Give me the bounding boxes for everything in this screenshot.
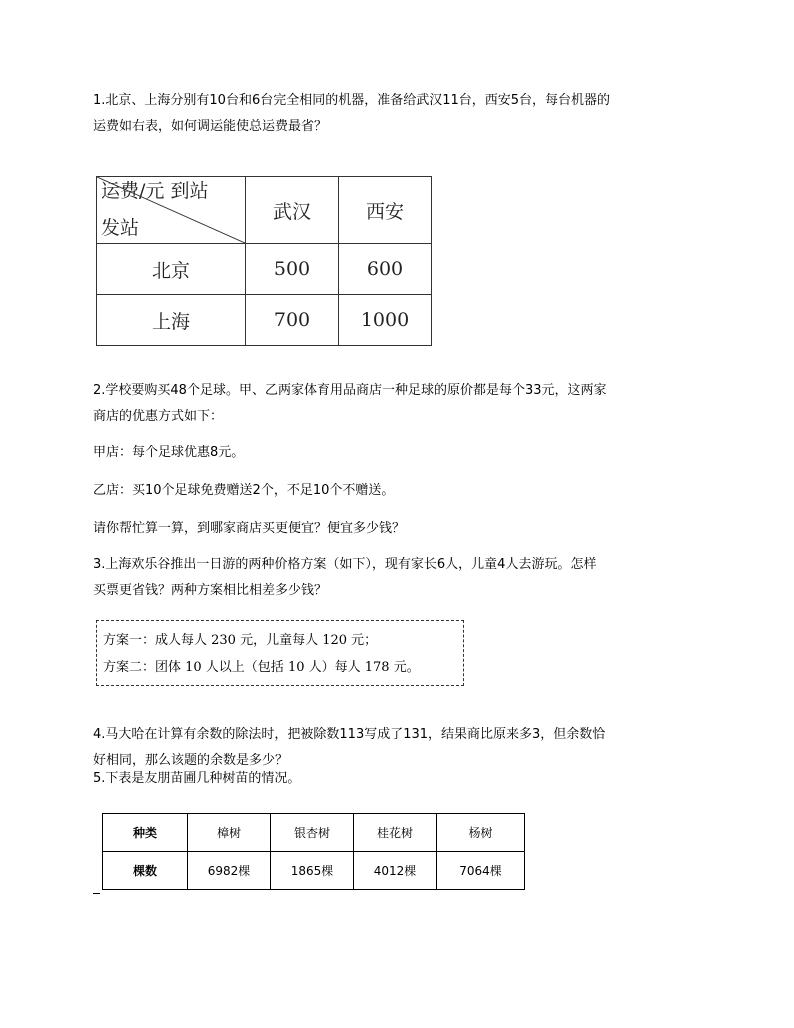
price-plan-box — [96, 620, 464, 686]
store-a-offer: 甲店：每个足球优惠8元。 — [93, 445, 245, 460]
plan-2: 方案二：团体 10 人以上（包括 10 人）每人 178 元。 — [103, 660, 420, 675]
question-3-line-1: 3.上海欢乐谷推出一日游的两种价格方案（如下），现有家长6人，儿童4人去游玩。怎样 — [93, 557, 597, 572]
tree-type-cell: 桂花树 — [354, 814, 437, 852]
tree-type-cell: 樟树 — [188, 814, 271, 852]
row-label-beijing: 北京 — [97, 244, 246, 295]
trees-table — [102, 813, 525, 890]
question-1-line-1: 1.北京、上海分别有10台和6台完全相同的机器，准备给武汉11台，西安5台，每台机器的 — [93, 93, 611, 108]
trees-header-label: 种类 — [103, 814, 188, 852]
question-2-line-1: 2.学校要购买48个足球。甲、乙两家体育用品商店一种足球的原价都是每个33元，这两家 — [93, 383, 607, 398]
store-b-offer: 乙店：买10个足球免费赠送2个，不足10个不赠送。 — [93, 483, 395, 498]
question-2-line-2: 商店的优惠方式如下： — [93, 409, 224, 424]
tree-type-cell: 银杏树 — [271, 814, 354, 852]
question-4-line-1: 4.马大哈在计算有余数的除法时，把被除数113写成了131，结果商比原来多3，但余数恰 — [93, 727, 606, 742]
cell-beijing-wuhan: 500 — [246, 244, 339, 295]
cell-shanghai-wuhan: 700 — [246, 295, 339, 346]
question-5: 5.下表是友朋苗圃几种树苗的情况。 — [93, 771, 301, 786]
freight-table — [96, 176, 432, 346]
freight-corner-cell — [97, 177, 246, 244]
question-3 — [93, 552, 703, 604]
question-2 — [93, 378, 703, 430]
corner-bottom-label: 发站 — [101, 217, 140, 239]
stray-dash-mark — [93, 893, 100, 894]
corner-top-label: 运费/元 到站 — [101, 180, 209, 202]
tree-count-cell: 6982棵 — [188, 852, 271, 890]
tree-count-cell: 7064棵 — [437, 852, 525, 890]
header-xian: 西安 — [339, 177, 432, 244]
question-3-line-2: 买票更省钱？两种方案相比相差多少钱？ — [93, 583, 328, 598]
cell-shanghai-xian: 1000 — [339, 295, 432, 346]
tree-count-cell: 1865棵 — [271, 852, 354, 890]
tree-count-cell: 4012棵 — [354, 852, 437, 890]
header-wuhan: 武汉 — [246, 177, 339, 244]
cell-beijing-xian: 600 — [339, 244, 432, 295]
question-1 — [93, 88, 703, 140]
plan-1: 方案一：成人每人 230 元，儿童每人 120 元； — [103, 633, 378, 648]
question-4-line-2: 好相同，那么该题的余数是多少？ — [93, 753, 289, 768]
tree-type-cell: 杨树 — [437, 814, 525, 852]
question-2-ask: 请你帮忙算一算，到哪家商店买更便宜？便宜多少钱？ — [93, 521, 406, 536]
row-label-shanghai: 上海 — [97, 295, 246, 346]
question-1-line-2: 运费如右表，如何调运能使总运费最省？ — [93, 119, 328, 134]
trees-count-label: 棵数 — [103, 852, 188, 890]
